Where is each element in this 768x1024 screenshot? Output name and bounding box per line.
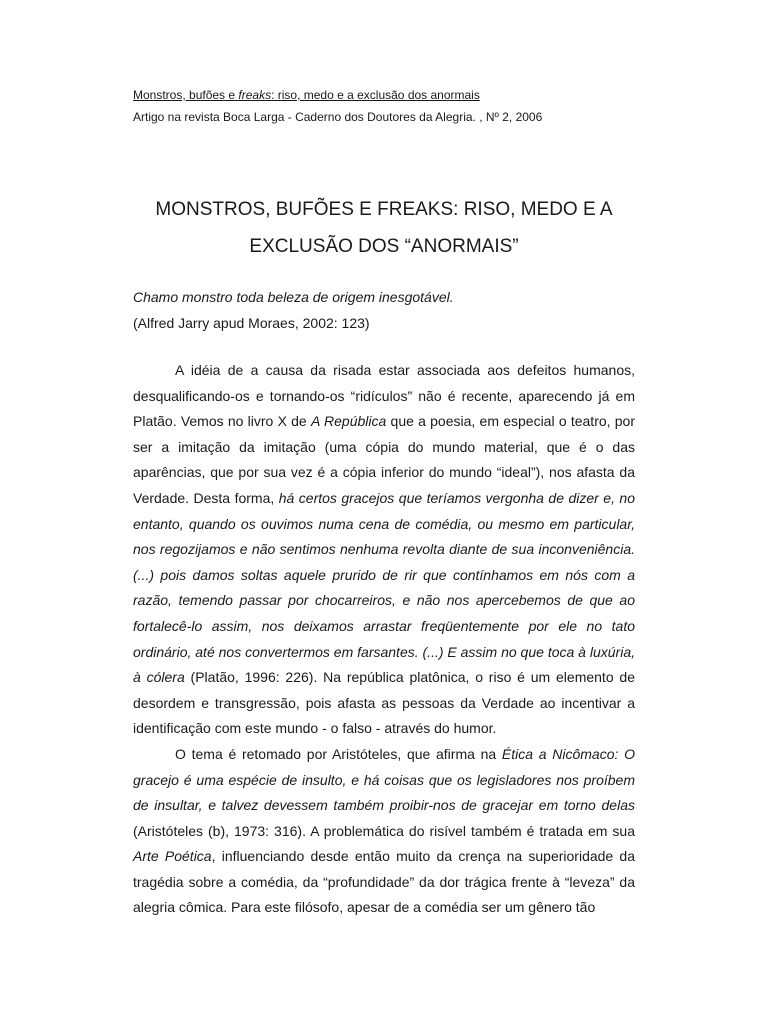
epigraph <box>133 284 454 336</box>
header-article-title: Monstros, bufões e freaks: riso, medo e a exclusão dos anormais <box>133 88 480 102</box>
running-header <box>133 84 542 128</box>
epigraph-source: (Alfred Jarry apud Moraes, 2002: 123) <box>133 315 370 331</box>
epigraph-quote: Chamo monstro toda beleza de origem inesgotável. <box>133 289 454 305</box>
paragraph-2: O tema é retomado por Aristóteles, que afirma na Ética a Nicômaco: O gracejo é uma espécie de insulto, e há coisas que os legisladores nos proíbem de insultar, e talvez devessem também proibir-nos de gracejar em torno delas (Aristóteles (b), 1973: 316). A problemática do risível também é tratada em sua Arte Poética, influenciando desde então muito da crença na superioridade da tragédia sobre a comédia, da “profundidade” da dor trágica frente à “leveza” da alegria cômica. Para este filósofo, apesar de a comédia ser um gênero tão <box>133 745 636 916</box>
article-body <box>133 358 635 921</box>
article-title <box>0 191 768 265</box>
title-line-2: EXCLUSÃO DOS “ANORMAIS” <box>249 236 519 257</box>
paragraph-1: A idéia de a causa da risada estar associada aos defeitos humanos, desqualificando-os e tornando-os “ridículos” não é recente, aparecendo já em Platão. Vemos no livro X de A República que a poesia, em especial o teatro, por ser a imitação da imitação (uma cópia do mundo material, que é o das aparências, que por sua vez é a cópia inferior do mundo “ideal”), nos afasta da Verdade. Desta forma, há certos gracejos que teríamos vergonha de dizer e, no entanto, quando os ouvimos numa cena de comédia, ou mesmo em particular, nos regozijamos e não sentimos nenhuma revolta diante de sua inconveniência. (...) pois damos soltas aquele prurido de rir que contínhamos em nós com a razão, temendo passar por chocarreiros, e não nos apercebemos de que ao fortalecê-lo assim, nos deixamos arrastar freqüentemente por ele no tato ordinário, até nos convertermos em farsantes. (...) E assim no que toca à luxúria, à cólera (Platão, 1996: 226). Na república platônica, o riso é um elemento de desordem e transgressão, pois afasta as pessoas da Verdade ao incentivar a identificação com este mundo - o falso - através do humor. <box>133 362 636 737</box>
header-source-line: Artigo na revista Boca Larga - Caderno dos Doutores da Alegria. , Nº 2, 2006 <box>133 110 543 124</box>
title-line-1: MONSTROS, BUFÕES E FREAKS: RISO, MEDO E A <box>155 199 613 220</box>
